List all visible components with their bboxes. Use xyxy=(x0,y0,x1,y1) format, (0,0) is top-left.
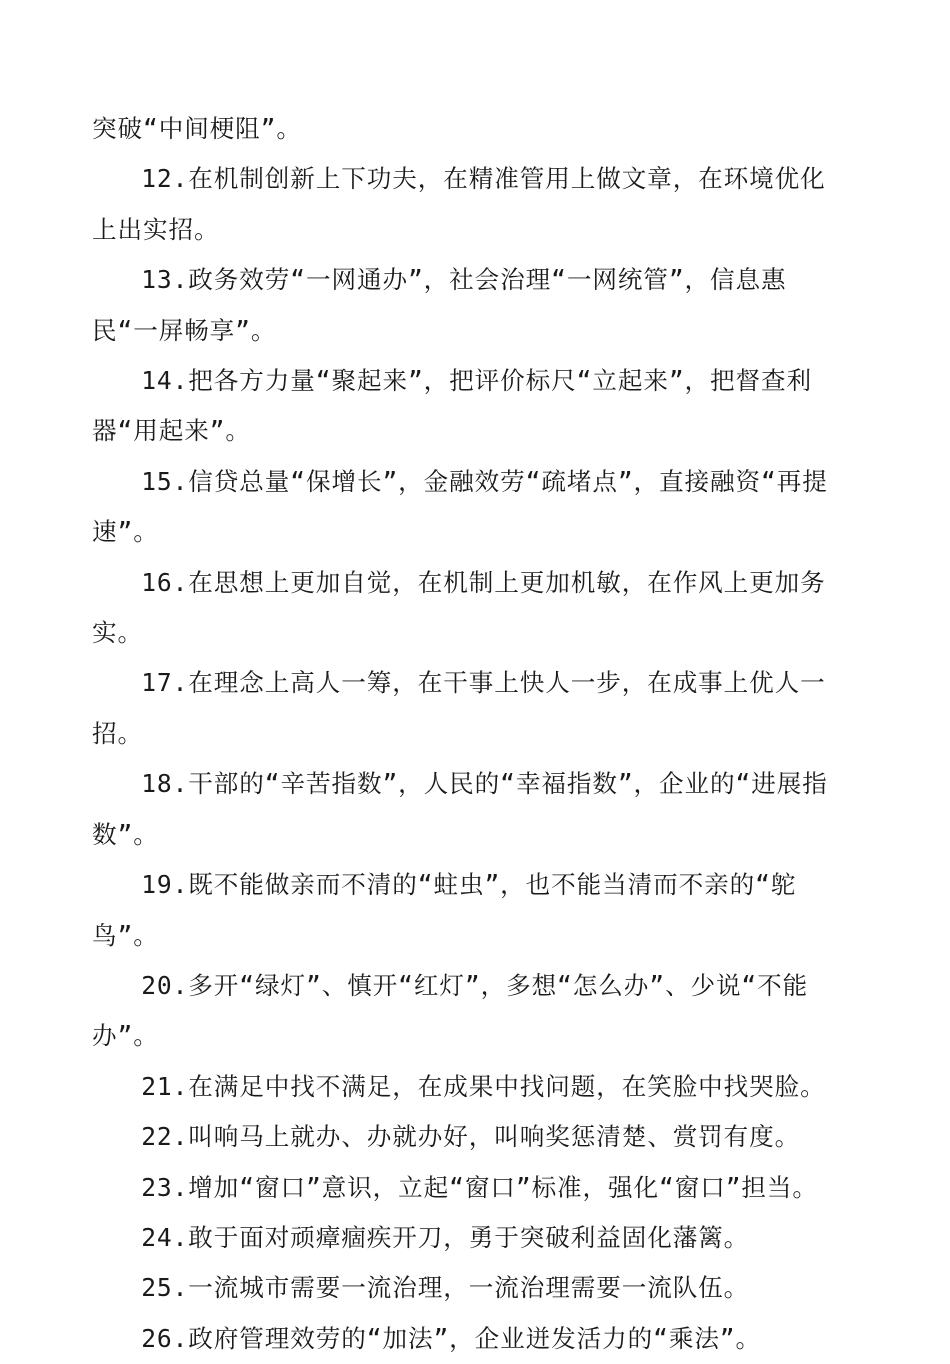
paragraph-22: 22.叫响马上就办、办就办好，叫响奖惩清楚、赏罚有度。 xyxy=(141,1122,801,1152)
paragraph-24: 24.敢于面对顽瘴痼疾开刀，勇于突破利益固化藩篱。 xyxy=(141,1222,750,1252)
paragraph-12: 12.在机制创新上下功夫，在精准管用上做文章，在环境优化上出实招。 xyxy=(92,164,826,244)
paragraph-18: 18.干部的“辛苦指数”，人民的“幸福指数”，企业的“进展指数”。 xyxy=(92,769,828,849)
paragraph-20: 20.多开“绿灯”、慎开“红灯”，多想“怎么办”、少说“不能办”。 xyxy=(92,970,809,1051)
paragraph-21: 21.在满足中找不满足，在成果中找问题，在笑脸中找哭脸。 xyxy=(141,1071,826,1101)
paragraph-17: 17.在理念上高人一筹，在干事上快人一步，在成事上优人一招。 xyxy=(92,668,826,748)
paragraph-16: 16.在思想上更加自觉，在机制上更加机敏，在作风上更加务实。 xyxy=(92,567,826,648)
paragraph-19: 19.既不能做亲而不清的“蛀虫”，也不能当清而不亲的“鸵鸟”。 xyxy=(92,870,797,950)
paragraph-continuation: 突破“中间梗阻”。 xyxy=(92,114,302,143)
paragraph-23: 23.增加“窗口”意识，立起“窗口”标准，强化“窗口”担当。 xyxy=(141,1172,818,1202)
paragraph-25: 25.一流城市需要一流治理，一流治理需要一流队伍。 xyxy=(141,1273,750,1303)
paragraph-15: 15.信贷总量“保增长”，金融效劳“疏堵点”，直接融资“再提速”。 xyxy=(92,466,828,547)
paragraph-14: 14.把各方力量“聚起来”，把评价标尺“立起来”，把督查利器“用起来”。 xyxy=(92,366,812,446)
paragraph-13: 13.政务效劳“一网通办”，社会治理“一网统管”，信息惠民“一屏畅享”。 xyxy=(92,265,787,345)
body-text xyxy=(92,104,848,1364)
paragraph-26: 26.政府管理效劳的“加法”，企业迸发活力的“乘法”。 xyxy=(141,1323,762,1353)
